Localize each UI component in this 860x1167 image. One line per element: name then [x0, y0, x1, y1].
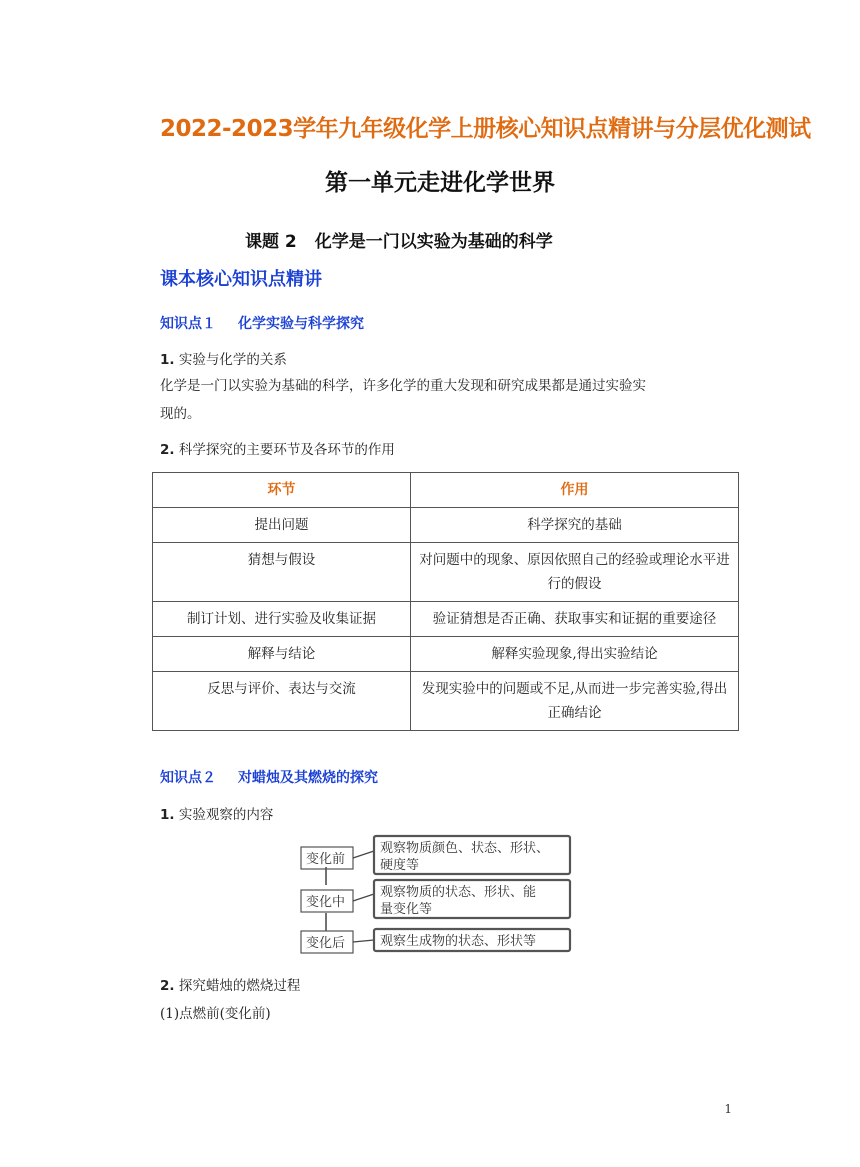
- table-row: [153, 543, 739, 602]
- kp2-sub1: (1)点燃前(变化前): [160, 1006, 271, 1022]
- table-header-step: 环节: [153, 473, 411, 508]
- stage-desc-before-line1: 观察物质颜色、状态、形状、: [380, 841, 550, 856]
- kp2-item2-number: 2.: [160, 978, 175, 994]
- page-number: 1: [724, 1102, 732, 1116]
- table-row: [153, 637, 739, 672]
- table-cell: 制订计划、进行实验及收集证据: [153, 602, 411, 637]
- inquiry-steps-table: [152, 472, 739, 731]
- section-heading: 课本核心知识点精讲: [160, 269, 322, 290]
- table-cell: 发现实验中的问题或不足,从而进一步完善实验,得出正确结论: [411, 672, 739, 731]
- lesson-name: 化学是一门以实验为基础的科学: [314, 232, 553, 252]
- knowledge-point-1-heading: [160, 313, 364, 333]
- document-title: 2022-2023学年九年级化学上册核心知识点精讲与分层优化测试: [160, 116, 811, 142]
- kp1-item1-text-line1: 化学是一门以实验为基础的科学，许多化学的重大发现和研究成果都是通过实验实: [160, 378, 646, 394]
- stage-desc-during-line1: 观察物质的状态、形状、能: [380, 885, 537, 900]
- kp2-item2-heading: [160, 974, 300, 998]
- kp1-item2-number: 2.: [160, 442, 175, 458]
- kp2-item1-number: 1.: [160, 807, 175, 823]
- kp1-item2-heading: [160, 438, 395, 462]
- table-cell: 反思与评价、表达与交流: [153, 672, 411, 731]
- table-row: [153, 602, 739, 637]
- observation-diagram: [300, 833, 572, 957]
- kp2-item1-title: 实验观察的内容: [178, 807, 274, 823]
- table-cell: 科学探究的基础: [411, 508, 739, 543]
- table-row: [153, 672, 739, 731]
- kp1-item1-number: 1.: [160, 352, 175, 368]
- kp1-item1-heading: [160, 348, 287, 372]
- kp1-item1-title: 实验与化学的关系: [178, 352, 287, 368]
- table-header-row: [153, 473, 739, 508]
- table-cell: 解释与结论: [153, 637, 411, 672]
- stage-label-before: 变化前: [306, 852, 346, 867]
- kp1-label: 知识点１: [160, 316, 216, 332]
- lesson-number: 课题 2: [245, 232, 297, 252]
- kp1-item2-title: 科学探究的主要环节及各环节的作用: [178, 442, 395, 458]
- stage-desc-during-line2: 量变化等: [380, 902, 433, 917]
- lesson-title: [245, 227, 553, 252]
- table-cell: 提出问题: [153, 508, 411, 543]
- kp1-title: 化学实验与科学探究: [238, 316, 364, 332]
- kp2-item2-title: 探究蜡烛的燃烧过程: [178, 978, 301, 994]
- kp1-item1-text-line2: 现的。: [160, 406, 201, 422]
- stage-label-after: 变化后: [306, 936, 346, 951]
- table-header-role: 作用: [411, 473, 739, 508]
- stage-label-during: 变化中: [306, 895, 346, 910]
- unit-title: 第一单元走进化学世界: [325, 170, 555, 196]
- kp2-item1-heading: [160, 803, 273, 827]
- table-cell: 验证猜想是否正确、获取事实和证据的重要途径: [411, 602, 739, 637]
- knowledge-point-2-heading: [160, 767, 378, 787]
- table-cell: 解释实验现象,得出实验结论: [411, 637, 739, 672]
- kp2-label: 知识点２: [160, 770, 216, 786]
- table-row: [153, 508, 739, 543]
- table-cell: 猜想与假设: [153, 543, 411, 602]
- kp2-title: 对蜡烛及其燃烧的探究: [238, 770, 378, 786]
- stage-desc-after-line1: 观察生成物的状态、形状等: [380, 934, 537, 949]
- table-cell: 对问题中的现象、原因依照自己的经验或理论水平进行的假设: [411, 543, 739, 602]
- stage-desc-before-line2: 硬度等: [380, 858, 420, 873]
